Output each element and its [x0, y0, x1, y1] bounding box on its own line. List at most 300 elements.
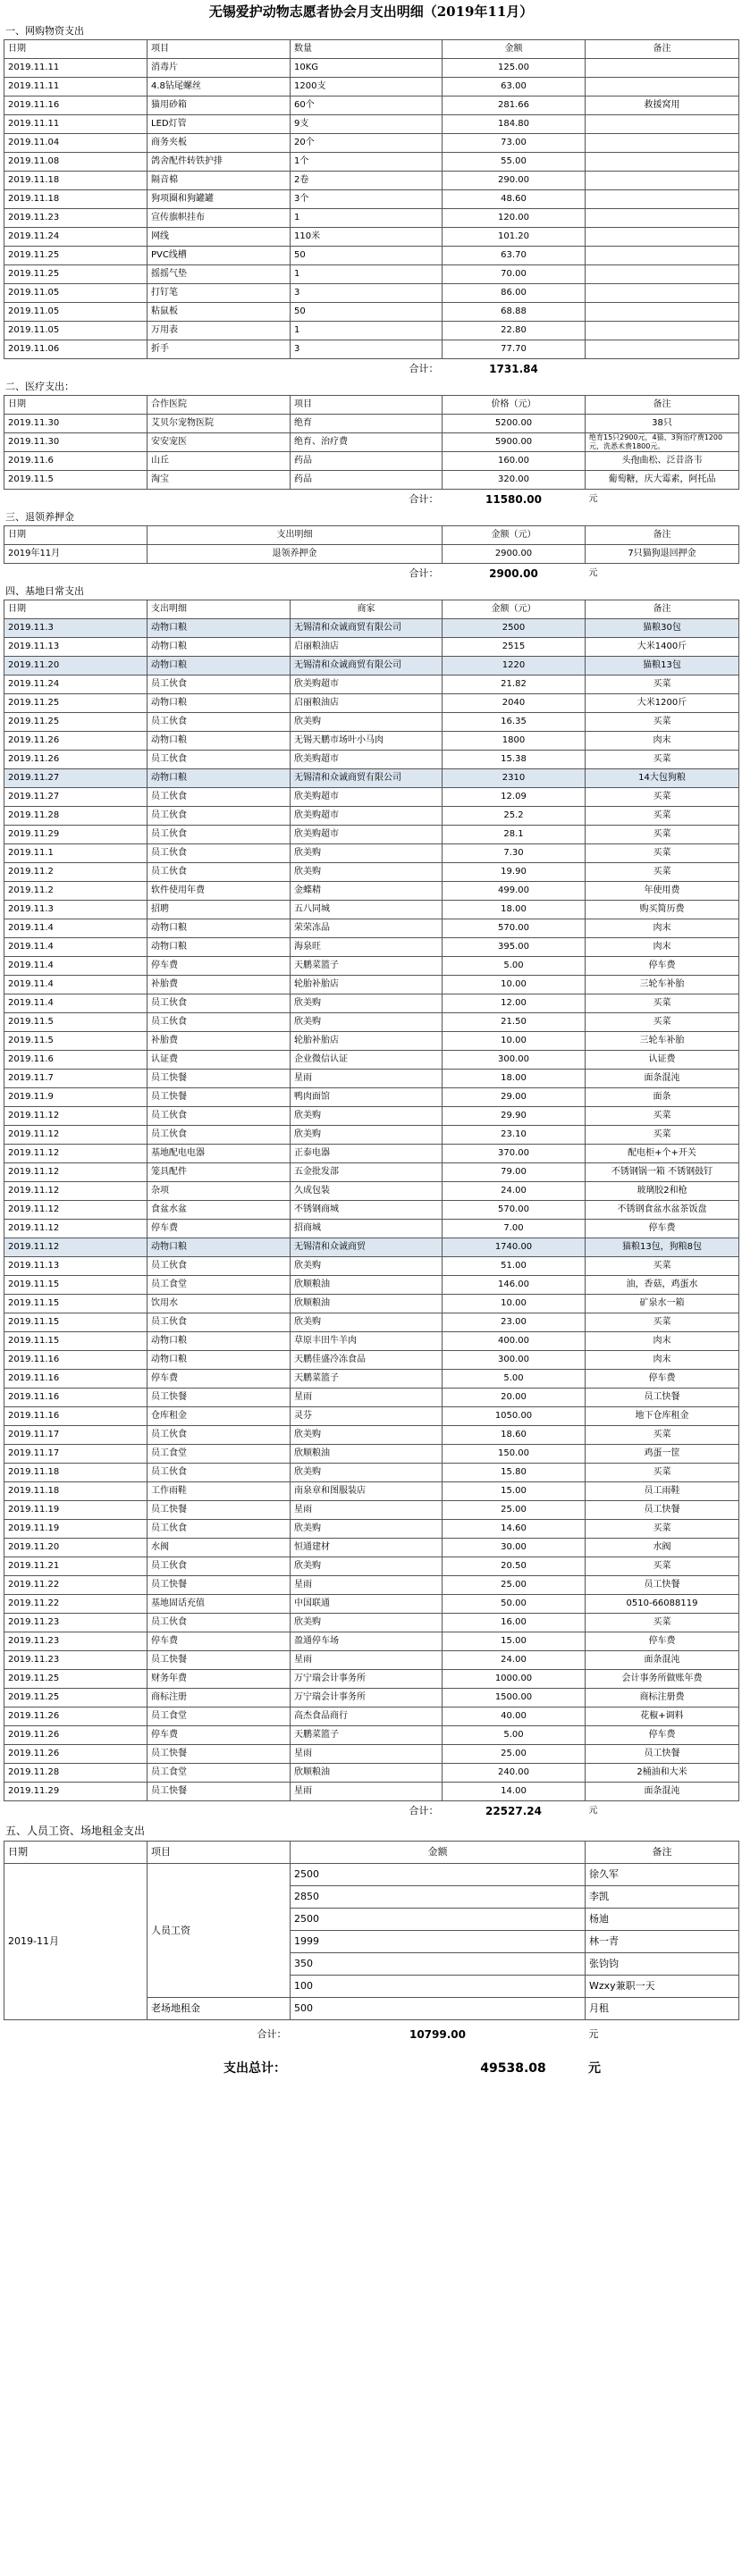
date-cell: 2019.11.2 — [4, 882, 148, 901]
item-cell: 员工快餐 — [148, 1088, 291, 1107]
note-cell — [586, 190, 739, 209]
column-header: 备注 — [586, 396, 739, 415]
column-header: 备注 — [586, 600, 739, 619]
table-row — [4, 340, 739, 359]
qty-cell: 1 — [291, 322, 443, 340]
date-cell: 2019.11.24 — [4, 675, 148, 694]
item-cell: 招聘 — [148, 901, 291, 919]
item-cell: 动物口粮 — [148, 938, 291, 957]
table-row — [4, 1689, 739, 1708]
date-cell: 2019.11.3 — [4, 619, 148, 638]
item-cell: 动物口粮 — [148, 619, 291, 638]
amount-cell: 18.00 — [443, 901, 586, 919]
date-cell: 2019.11.3 — [4, 901, 148, 919]
amount-cell: 18.60 — [443, 1426, 586, 1445]
note-cell: Wzxy兼职一天 — [586, 1976, 739, 1998]
amount-cell: 24.00 — [443, 1182, 586, 1201]
column-header: 日期 — [4, 1842, 148, 1864]
amount-cell: 23.10 — [443, 1126, 586, 1145]
section-3-heading: 三、退领养押金 — [5, 511, 74, 523]
vendor-cell: 南泉章和图服装店 — [291, 1482, 443, 1501]
table-row — [4, 938, 739, 957]
date-cell: 2019.11.25 — [4, 694, 148, 713]
table-row — [4, 1051, 739, 1070]
table-row — [4, 1032, 739, 1051]
amount-cell: 73.00 — [443, 134, 586, 153]
note-cell: 买菜 — [586, 994, 739, 1013]
table-row — [4, 1088, 739, 1107]
amount-cell: 25.00 — [443, 1501, 586, 1520]
vendor-cell: 天鹏菜篮子 — [291, 1726, 443, 1745]
item-cell: 猫用砂箱 — [148, 96, 291, 115]
item-cell: 鸽舍配件转铁护排 — [148, 153, 291, 172]
note-cell: 三轮车补胎 — [586, 1032, 739, 1051]
vendor-cell: 欣美购 — [291, 1614, 443, 1632]
total-value: 1731.84 — [489, 363, 538, 375]
note-cell: 猫粮30包 — [586, 619, 739, 638]
amount-cell: 25.2 — [443, 807, 586, 826]
amount-cell: 5.00 — [443, 1726, 586, 1745]
vendor-cell: 无锡天鹏市场叶小马肉 — [291, 732, 443, 751]
total-label: 合计： — [409, 493, 439, 505]
table-row — [4, 1576, 739, 1595]
note-cell: 停车费 — [586, 1632, 739, 1651]
date-cell: 2019.11.4 — [4, 976, 148, 994]
item-cell: 员工伙食 — [148, 1107, 291, 1126]
table-row — [4, 172, 739, 190]
note-cell: 买菜 — [586, 1013, 739, 1032]
item-cell: 折手 — [148, 340, 291, 359]
date-cell: 2019年11月 — [4, 545, 148, 564]
table-row — [4, 863, 739, 882]
date-cell: 2019.11.1 — [4, 844, 148, 863]
amount-cell: 25.00 — [443, 1576, 586, 1595]
item-cell: 员工快餐 — [148, 1501, 291, 1520]
vendor-cell: 五八同城 — [291, 901, 443, 919]
empty-cell — [4, 564, 148, 584]
online-purchase-table — [4, 39, 739, 379]
qty-cell: 10KG — [291, 59, 443, 78]
table-row — [4, 1783, 739, 1801]
vendor-cell: 欣美购超市 — [291, 788, 443, 807]
date-cell: 2019.11.15 — [4, 1276, 148, 1295]
header-row — [4, 40, 739, 59]
amount-cell: 86.00 — [443, 284, 586, 303]
empty-cell — [4, 2020, 148, 2050]
vendor-cell: 企业微信认证 — [291, 1051, 443, 1070]
table-row — [4, 1145, 739, 1163]
amount-cell: 2310 — [443, 769, 586, 788]
table-row — [4, 59, 739, 78]
amount-cell: 5.00 — [443, 957, 586, 976]
note-cell: 员工快餐 — [586, 1389, 739, 1407]
date-cell: 2019.11.6 — [4, 452, 148, 471]
item-cell: 摇摇气垫 — [148, 265, 291, 284]
section-5-heading: 五、人员工资、场地租金支出 — [5, 1825, 146, 1837]
item-cell: 员工伙食 — [148, 807, 291, 826]
date-cell: 2019.11.19 — [4, 1520, 148, 1539]
qty-cell: 50 — [291, 303, 443, 322]
empty-cell — [4, 1801, 148, 1822]
item-cell: 仓库租金 — [148, 1407, 291, 1426]
amount-cell: 15.00 — [443, 1482, 586, 1501]
item-cell: 财务年费 — [148, 1670, 291, 1689]
amount-cell: 1800 — [443, 732, 586, 751]
qty-cell: 3 — [291, 284, 443, 303]
qty-cell: 1 — [291, 265, 443, 284]
vendor-cell: 五金批发部 — [291, 1163, 443, 1182]
amount-cell: 370.00 — [443, 1145, 586, 1163]
note-cell: 员工雨鞋 — [586, 1482, 739, 1501]
note-cell: 员工快餐 — [586, 1576, 739, 1595]
note-cell: 面条混沌 — [586, 1651, 739, 1670]
note-cell: 鸡蛋一筐 — [586, 1445, 739, 1464]
date-cell: 2019.11.20 — [4, 657, 148, 675]
note-cell: 绝育15只2900元，4猫、3狗治疗费1200元，洗悉术费1800元。 — [586, 433, 739, 452]
item-cell: 退领养押金 — [148, 545, 443, 564]
vendor-cell: 欣美购 — [291, 1257, 443, 1276]
date-cell: 2019.11.5 — [4, 1013, 148, 1032]
item-cell: 员工食堂 — [148, 1445, 291, 1464]
total-unit: 元 — [588, 2028, 599, 2040]
table-row — [4, 1764, 739, 1783]
item-cell: 员工伙食 — [148, 1520, 291, 1539]
amount-cell: 570.00 — [443, 1201, 586, 1220]
amount-cell: 290.00 — [443, 172, 586, 190]
table-row — [4, 1426, 739, 1445]
table-row — [4, 1595, 739, 1614]
note-cell — [586, 78, 739, 96]
amount-cell: 12.09 — [443, 788, 586, 807]
vendor-cell: 欣美购 — [291, 863, 443, 882]
note-cell: 年使用费 — [586, 882, 739, 901]
vendor-cell: 盈通停车场 — [291, 1632, 443, 1651]
date-cell: 2019.11.29 — [4, 826, 148, 844]
note-cell: 猫粮13包，狗粮8包 — [586, 1238, 739, 1257]
item-cell: 饮用水 — [148, 1295, 291, 1313]
date-cell: 2019.11.04 — [4, 134, 148, 153]
table-row — [4, 1332, 739, 1351]
date-cell: 2019.11.2 — [4, 863, 148, 882]
item-cell: 员工食堂 — [148, 1276, 291, 1295]
vendor-cell: 草原丰田牛羊肉 — [291, 1332, 443, 1351]
total-row — [4, 490, 739, 510]
item-cell: 老场地租金 — [148, 1998, 291, 2020]
date-cell: 2019.11.29 — [4, 1783, 148, 1801]
grand-total-unit: 元 — [588, 2061, 601, 2076]
total-row — [4, 2020, 739, 2050]
date-cell: 2019.11.19 — [4, 1501, 148, 1520]
amount-cell: 1500.00 — [443, 1689, 586, 1708]
amount-cell: 23.00 — [443, 1313, 586, 1332]
item-cell: 动物口粮 — [148, 657, 291, 675]
note-cell: 停车费 — [586, 1726, 739, 1745]
amount-cell: 14.60 — [443, 1520, 586, 1539]
vendor-cell: 星雨 — [291, 1501, 443, 1520]
table-row — [4, 1257, 739, 1276]
date-cell: 2019.11.23 — [4, 1651, 148, 1670]
table-row — [4, 78, 739, 96]
note-cell — [586, 153, 739, 172]
date-cell: 2019.11.9 — [4, 1088, 148, 1107]
item-cell: 食盆水盆 — [148, 1201, 291, 1220]
grand-total-label: 支出总计： — [223, 2061, 286, 2076]
date-cell: 2019.11.27 — [4, 788, 148, 807]
date-cell: 2019.11.18 — [4, 1482, 148, 1501]
qty-cell: 2卷 — [291, 172, 443, 190]
note-cell: 员工快餐 — [586, 1745, 739, 1764]
vendor-cell: 星雨 — [291, 1070, 443, 1088]
note-cell: 面条混沌 — [586, 1783, 739, 1801]
date-cell: 2019.11.4 — [4, 957, 148, 976]
note-cell: 买菜 — [586, 675, 739, 694]
column-header: 备注 — [586, 526, 739, 545]
hospital-cell: 山丘 — [148, 452, 291, 471]
date-cell: 2019.11.08 — [4, 153, 148, 172]
date-cell: 2019.11.25 — [4, 265, 148, 284]
table-row — [4, 284, 739, 303]
item-cell: 动物口粮 — [148, 1332, 291, 1351]
note-cell: 买菜 — [586, 844, 739, 863]
vendor-cell: 无锡清和众诚商贸有限公司 — [291, 657, 443, 675]
amount-cell: 100 — [291, 1976, 586, 1998]
note-cell: 三轮车补胎 — [586, 976, 739, 994]
note-cell: 配电柜+个+开关 — [586, 1145, 739, 1163]
amount-cell: 5.00 — [443, 1370, 586, 1389]
table-row — [4, 1482, 739, 1501]
amount-cell: 400.00 — [443, 1332, 586, 1351]
table-row — [4, 545, 739, 564]
table-row — [4, 694, 739, 713]
amount-cell: 2040 — [443, 694, 586, 713]
item-cell: 员工伙食 — [148, 788, 291, 807]
item-cell: 动物口粮 — [148, 694, 291, 713]
date-cell: 2019.11.11 — [4, 115, 148, 134]
vendor-cell: 欣美购 — [291, 1013, 443, 1032]
table-row — [4, 826, 739, 844]
section-4-heading: 四、基地日常支出 — [5, 585, 84, 597]
amount-cell: 2515 — [443, 638, 586, 657]
amount-cell: 240.00 — [443, 1764, 586, 1783]
amount-cell: 2500 — [291, 1909, 586, 1931]
item-cell: 员工伙食 — [148, 1557, 291, 1576]
date-cell: 2019.11.4 — [4, 994, 148, 1013]
vendor-cell: 轮胎补胎店 — [291, 1032, 443, 1051]
vendor-cell: 天鹏佳盛冷冻食品 — [291, 1351, 443, 1370]
date-cell: 2019.11.25 — [4, 247, 148, 265]
item-cell: 员工伙食 — [148, 863, 291, 882]
amount-cell: 125.00 — [443, 59, 586, 78]
table-row — [4, 1651, 739, 1670]
item-cell: 动物口粮 — [148, 1351, 291, 1370]
amount-cell: 79.00 — [443, 1163, 586, 1182]
date-cell: 2019.11.16 — [4, 96, 148, 115]
date-cell: 2019.11.22 — [4, 1595, 148, 1614]
amount-cell: 15.38 — [443, 751, 586, 769]
date-cell: 2019.11.05 — [4, 322, 148, 340]
vendor-cell: 无锡清和众诚商贸有限公司 — [291, 769, 443, 788]
date-cell: 2019.11.27 — [4, 769, 148, 788]
item-cell: 认证费 — [148, 1051, 291, 1070]
deposit-refund-table — [4, 525, 739, 583]
section-2-heading: 二、医疗支出： — [5, 381, 74, 392]
table-row — [4, 1276, 739, 1295]
date-cell: 2019.11.12 — [4, 1126, 148, 1145]
item-cell: 软件使用年费 — [148, 882, 291, 901]
date-cell: 2019.11.15 — [4, 1313, 148, 1332]
note-cell: 买菜 — [586, 1257, 739, 1276]
item-cell: 狗项圈和狗罐罐 — [148, 190, 291, 209]
note-cell: 不锈钢食盆水盆茶饭盘 — [586, 1201, 739, 1220]
item-cell: 员工伙食 — [148, 1426, 291, 1445]
table-row — [4, 1126, 739, 1145]
total-row — [4, 359, 739, 380]
table-row — [4, 994, 739, 1013]
amount-cell: 1220 — [443, 657, 586, 675]
amount-cell: 2850 — [291, 1886, 586, 1909]
item-cell: 员工快餐 — [148, 1070, 291, 1088]
medical-table — [4, 395, 739, 509]
date-cell: 2019.11.4 — [4, 919, 148, 938]
note-cell: 认证费 — [586, 1051, 739, 1070]
column-header: 项目 — [148, 40, 291, 59]
item-cell: 补胎费 — [148, 1032, 291, 1051]
table-row — [4, 769, 739, 788]
date-cell: 2019.11.06 — [4, 340, 148, 359]
date-cell: 2019.11.26 — [4, 1708, 148, 1726]
item-cell: 员工伙食 — [148, 826, 291, 844]
amount-cell: 70.00 — [443, 265, 586, 284]
date-cell: 2019.11.25 — [4, 1670, 148, 1689]
item-cell: 员工快餐 — [148, 1651, 291, 1670]
date-cell: 2019.11.25 — [4, 713, 148, 732]
item-cell: 杂项 — [148, 1182, 291, 1201]
table-row — [4, 1351, 739, 1370]
grand-total — [4, 2049, 738, 2088]
empty-cell — [148, 490, 291, 510]
amount-cell: 7.00 — [443, 1220, 586, 1238]
note-cell: 会计事务所做账年费 — [586, 1670, 739, 1689]
vendor-cell: 欣美购 — [291, 844, 443, 863]
table-row — [4, 1726, 739, 1745]
note-cell: 不锈钢锅一箱 不锈钢鼓钉 — [586, 1163, 739, 1182]
date-cell: 2019.11.18 — [4, 190, 148, 209]
amount-cell: 24.00 — [443, 1651, 586, 1670]
note-cell — [586, 284, 739, 303]
amount-cell: 499.00 — [443, 882, 586, 901]
table-row — [4, 247, 739, 265]
amount-cell: 20.00 — [443, 1389, 586, 1407]
note-cell: 2桶油和大米 — [586, 1764, 739, 1783]
table-row — [4, 433, 739, 452]
date-cell: 2019.11.15 — [4, 1332, 148, 1351]
note-cell: 停车费 — [586, 957, 739, 976]
note-cell: 停车费 — [586, 1220, 739, 1238]
amount-cell: 160.00 — [443, 452, 586, 471]
item-cell: 药品 — [291, 471, 443, 490]
empty-cell — [148, 1801, 291, 1822]
item-cell: 员工快餐 — [148, 1745, 291, 1764]
vendor-cell: 海泉旺 — [291, 938, 443, 957]
vendor-cell: 欣美购超市 — [291, 751, 443, 769]
table-row — [4, 807, 739, 826]
note-cell: 买菜 — [586, 1107, 739, 1126]
vendor-cell: 欣美购超市 — [291, 826, 443, 844]
note-cell: 矿泉水一箱 — [586, 1295, 739, 1313]
item-cell: 基地配电电器 — [148, 1145, 291, 1163]
note-cell: 员工快餐 — [586, 1501, 739, 1520]
item-cell: 员工伙食 — [148, 844, 291, 863]
vendor-cell: 欣美购 — [291, 1426, 443, 1445]
qty-cell: 20个 — [291, 134, 443, 153]
note-cell: 肉末 — [586, 938, 739, 957]
item-cell: 停车费 — [148, 1370, 291, 1389]
date-cell: 2019.11.22 — [4, 1576, 148, 1595]
date-cell: 2019.11.4 — [4, 938, 148, 957]
total-unit: 元 — [588, 494, 598, 504]
column-header: 合作医院 — [148, 396, 291, 415]
date-cell: 2019.11.13 — [4, 1257, 148, 1276]
qty-cell: 9支 — [291, 115, 443, 134]
item-cell: 员工快餐 — [148, 1783, 291, 1801]
date-cell: 2019.11.26 — [4, 1726, 148, 1745]
note-cell: 肉末 — [586, 1351, 739, 1370]
item-cell: 工作雨鞋 — [148, 1482, 291, 1501]
table-row — [4, 1632, 739, 1651]
note-cell: 38只 — [586, 415, 739, 433]
date-cell: 2019.11.12 — [4, 1163, 148, 1182]
column-header: 金额（元） — [443, 600, 586, 619]
amount-cell: 18.00 — [443, 1070, 586, 1088]
note-cell — [586, 172, 739, 190]
amount-cell: 395.00 — [443, 938, 586, 957]
item-cell: 动物口粮 — [148, 919, 291, 938]
amount-cell: 51.00 — [443, 1257, 586, 1276]
item-cell: 停车费 — [148, 1220, 291, 1238]
item-cell: 员工伙食 — [148, 1614, 291, 1632]
vendor-cell: 金蝶精 — [291, 882, 443, 901]
table-row — [4, 1295, 739, 1313]
column-header: 日期 — [4, 526, 148, 545]
item-cell: 隔音棉 — [148, 172, 291, 190]
total-value: 10799.00 — [409, 2028, 466, 2041]
table-row — [4, 1745, 739, 1764]
vendor-cell: 鸭肉面馆 — [291, 1088, 443, 1107]
note-cell: 肉末 — [586, 732, 739, 751]
vendor-cell: 欣美购超市 — [291, 675, 443, 694]
date-cell: 2019.11.23 — [4, 1632, 148, 1651]
note-cell: 杨迪 — [586, 1909, 739, 1931]
date-cell: 2019.11.28 — [4, 1764, 148, 1783]
note-cell: 救援窝用 — [586, 96, 739, 115]
vendor-cell: 久成包装 — [291, 1182, 443, 1201]
item-cell: 绝育、治疗费 — [291, 433, 443, 452]
header-row — [4, 1842, 739, 1864]
note-cell: 玻璃胶2和枪 — [586, 1182, 739, 1201]
table-row — [4, 1539, 739, 1557]
amount-cell: 2500 — [443, 619, 586, 638]
table-row — [4, 657, 739, 675]
vendor-cell: 不锈钢商城 — [291, 1201, 443, 1220]
table-row — [4, 1370, 739, 1389]
note-cell: 买菜 — [586, 1313, 739, 1332]
table-row — [4, 190, 739, 209]
amount-cell: 77.70 — [443, 340, 586, 359]
table-row — [4, 115, 739, 134]
note-cell: 李凯 — [586, 1886, 739, 1909]
total-row — [4, 1801, 739, 1822]
vendor-cell: 启丽粮油店 — [291, 694, 443, 713]
